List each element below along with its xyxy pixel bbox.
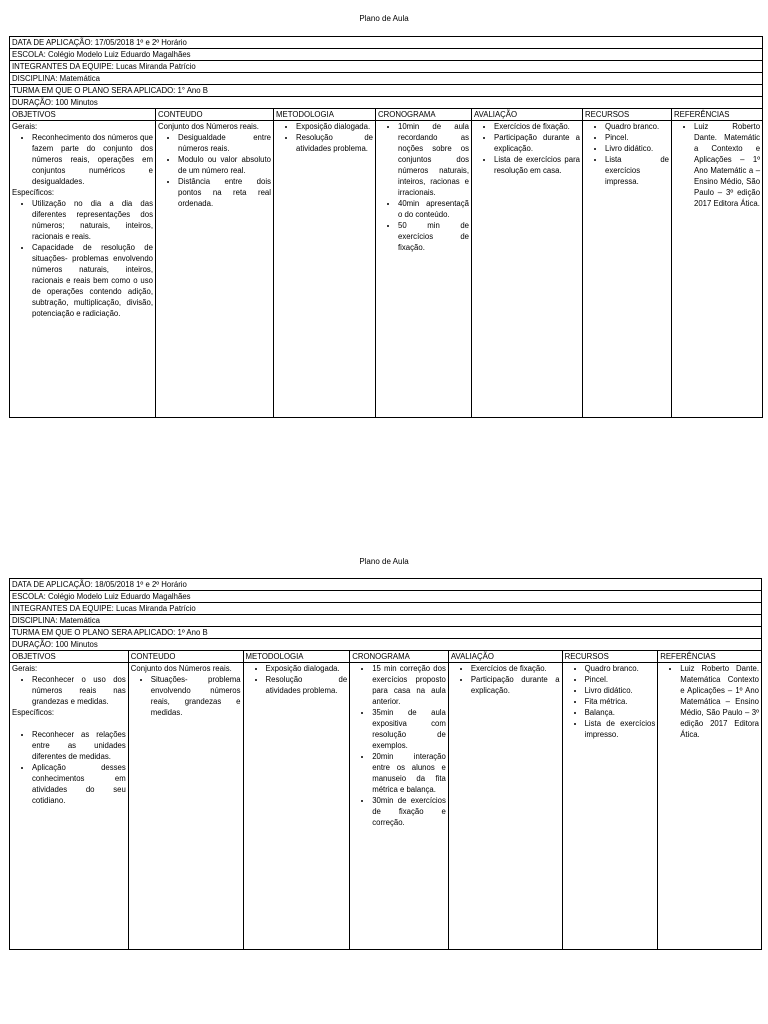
conteudo-intro: Conjunto dos Números reais.	[130, 664, 232, 673]
list-item: • Utilização no dia a dia das diferentes representações dos números; naturais, inteiros, racionais e reais.	[32, 198, 153, 242]
gerais-label: Gerais:	[12, 122, 38, 131]
duration-row: DURAÇÃO: 100 Minutos	[10, 639, 762, 651]
header-cronograma: CRONOGRAMA	[376, 109, 472, 121]
school-row: ESCOLA: Colégio Modelo Luiz Eduardo Magalhães	[10, 591, 762, 603]
conteudo-cell	[156, 121, 274, 418]
date-row: DATA DE APLICAÇÃO: 17/05/2018 1º e 2º Horário	[10, 37, 763, 49]
metodologia-cell	[243, 663, 350, 950]
school-row: ESCOLA: Colégio Modelo Luiz Eduardo Magalhães	[10, 49, 763, 61]
list-item: • Balança.	[585, 707, 656, 718]
conteudo-intro: Conjunto dos Números reais.	[158, 122, 259, 131]
header-recursos: RECURSOS	[583, 109, 672, 121]
plan-table	[9, 578, 762, 950]
class-row: TURMA EM QUE O PLANO SERA APLICADO: 1° Ano B	[10, 85, 763, 97]
list-item: • Exposição dialogada.	[296, 121, 373, 132]
date-row: DATA DE APLICAÇÃO: 18/05/2018 1º e 2º Horário	[10, 579, 762, 591]
plan-title: Plano de Aula	[359, 14, 409, 23]
team-row: INTEGRANTES DA EQUIPE: Lucas Miranda Patrício	[10, 61, 763, 73]
avaliacao-cell	[472, 121, 583, 418]
metodologia-cell	[274, 121, 376, 418]
list-item: • Resolução de atividades problema.	[266, 674, 348, 696]
list-item: • Luiz Roberto Dante. Matemátic a Contexto e Aplicações – 1º Ano Matemátic a – Ensino Médio, São Paulo – 3º edição 2017 Editora Ática.	[694, 121, 760, 209]
list-item: • Lista de exercícios para resolução em casa.	[494, 154, 580, 176]
list-item: • 50 min de exercícios de fixação.	[398, 220, 469, 253]
conteudo-cell	[128, 663, 243, 950]
header-avaliacao: AVALIAÇÃO	[448, 651, 562, 663]
list-item: • 30min de exercícios de fixação e correção.	[372, 795, 446, 828]
header-objetivos: OBJETIVOS	[10, 109, 156, 121]
especificos-label: Específicos:	[12, 708, 55, 717]
list-item: • 20min interação entre os alunos e manuseio da fita métrica e balança.	[372, 751, 446, 795]
header-recursos: RECURSOS	[562, 651, 658, 663]
discipline-row: DISCIPLINA: Matemática	[10, 615, 762, 627]
header-conteudo: CONTEUDO	[128, 651, 243, 663]
cronograma-cell	[376, 121, 472, 418]
list-item: • Quadro branco.	[585, 663, 656, 674]
list-item: • 40min apresentaçã o do conteúdo.	[398, 198, 469, 220]
list-item: • Luiz Roberto Dante. Matemática Contexto e Aplicações – 1º Ano Matemática – Ensino Médio, São Paulo – 3º edição 2017 Editora Ática.	[680, 663, 759, 740]
list-item: • Exercícios de fixação.	[494, 121, 580, 132]
team-row: INTEGRANTES DA EQUIPE: Lucas Miranda Patrício	[10, 603, 762, 615]
list-item: • Resolução de atividades problema.	[296, 132, 373, 154]
list-item: • Reconhecimento dos números que fazem parte do conjunto dos números reais, operações em conjuntos numéricos e desigualdades.	[32, 132, 153, 187]
list-item: • 35min de aula expositiva com resolução de exemplos.	[372, 707, 446, 751]
plan-title: Plano de Aula	[359, 557, 409, 566]
header-conteudo: CONTEUDO	[156, 109, 274, 121]
header-cronograma: CRONOGRAMA	[350, 651, 449, 663]
header-metodologia: METODOLOGIA	[243, 651, 350, 663]
header-referencias: REFERÊNCIAS	[658, 651, 762, 663]
list-item: • Livro didático.	[585, 685, 656, 696]
list-item: • 15 min correção dos exercícios proposto para casa na aula anterior.	[372, 663, 446, 707]
lesson-plan-1	[9, 36, 762, 418]
class-row: TURMA EM QUE O PLANO SERA APLICADO: 1º Ano B	[10, 627, 762, 639]
list-item: • Participação durante a explicação.	[471, 674, 560, 696]
header-objetivos: OBJETIVOS	[10, 651, 129, 663]
objetivos-cell	[10, 663, 129, 950]
cronograma-cell	[350, 663, 449, 950]
header-avaliacao: AVALIAÇÃO	[472, 109, 583, 121]
list-item: • Exposição dialogada.	[266, 663, 348, 674]
header-referencias: REFERÊNCIAS	[672, 109, 763, 121]
list-item: • Quadro branco.	[605, 121, 669, 132]
list-item: • Reconhecer as relações entre as unidades diferentes de medidas.	[32, 729, 126, 762]
list-item: • Pincel.	[605, 132, 669, 143]
list-item: • Reconhecer o uso dos números reais nas grandezas e medidas.	[32, 674, 126, 707]
discipline-row: DISCIPLINA: Matemática	[10, 73, 763, 85]
list-item: • Livro didático.	[605, 143, 669, 154]
recursos-cell	[562, 663, 658, 950]
duration-row: DURAÇÃO: 100 Minutos	[10, 97, 763, 109]
list-item: • Capacidade de resolução de situações- problemas envolvendo números naturais, inteiros, racionais e reais bem como o uso de operações contendo adição, subtração, multiplicação, divisão, potenciação e radiciação.	[32, 242, 153, 319]
list-item: • Desigualdade entre números reais.	[178, 132, 271, 154]
lesson-plan-2	[9, 578, 762, 950]
header-metodologia: METODOLOGIA	[274, 109, 376, 121]
list-item: • Lista de exercícios impresso.	[585, 718, 656, 740]
list-item: • 10min de aula recordando as noções sobre os conjuntos dos números naturais, inteiros, racionas e irracionais.	[398, 121, 469, 198]
list-item: • Situações- problema envolvendo números reais, grandezas e medidas.	[151, 674, 241, 718]
referencias-cell	[658, 663, 762, 950]
list-item: • Fita métrica.	[585, 696, 656, 707]
plan-table	[9, 36, 763, 418]
gerais-label: Gerais:	[12, 664, 38, 673]
especificos-label: Específicos:	[12, 188, 55, 197]
objetivos-cell	[10, 121, 156, 418]
list-item: • Participação durante a explicação.	[494, 132, 580, 154]
list-item: • Aplicação desses conhecimentos em atividades do seu cotidiano.	[32, 762, 126, 806]
list-item: • Lista de exercícios impressa.	[605, 154, 669, 187]
list-item: • Pincel.	[585, 674, 656, 685]
avaliacao-cell	[448, 663, 562, 950]
list-item: • Distância entre dois pontos na reta real ordenada.	[178, 176, 271, 209]
list-item: • Exercícios de fixação.	[471, 663, 560, 674]
list-item: • Modulo ou valor absoluto de um número real.	[178, 154, 271, 176]
recursos-cell	[583, 121, 672, 418]
referencias-cell	[672, 121, 763, 418]
